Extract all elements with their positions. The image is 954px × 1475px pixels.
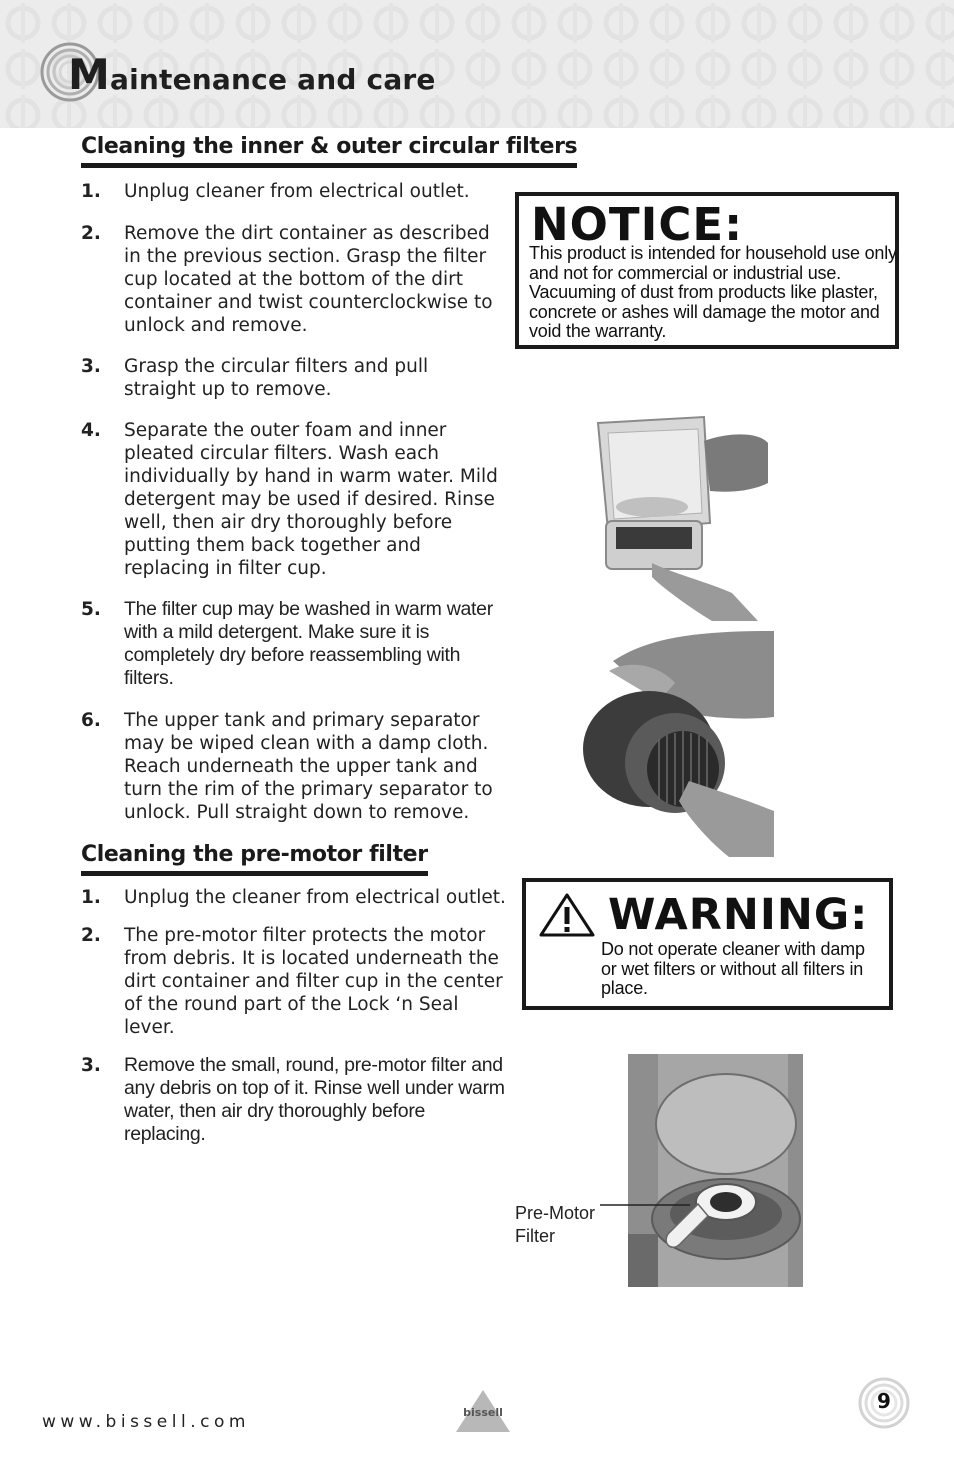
step-text: The filter cup may be washed in warm water with a mild detergent. Make sure it is completely dry before reassembling with filters. xyxy=(124,598,493,689)
dirt-container-photo xyxy=(592,413,772,621)
step-text: Remove the dirt container as described in the previous section. Grasp the filter cup located at the bottom of the dirt container and twist counterclockwise to unlock and remove. xyxy=(124,223,493,336)
step-number: 2. xyxy=(81,925,101,946)
warning-triangle-icon xyxy=(538,892,596,938)
step-text: Separate the outer foam and inner pleated circular filters. Wash each individually by hand in warm water. Mild detergent may be used if desired. Rinse well, then air dry thoroughly before putting them back together and replacing in filter cup. xyxy=(124,420,498,579)
section-title-pre-motor-filter: Cleaning the pre-motor filter xyxy=(81,842,428,876)
bissell-logo-text: bissell xyxy=(463,1406,503,1419)
step-number: 1. xyxy=(81,887,101,908)
notice-text: This product is intended for household use only and not for commercial or industrial use. Vacuuming of dust from products like plaster, concrete or ashes will damage the motor and void the warranty. xyxy=(529,243,897,341)
step-number: 3. xyxy=(81,356,101,377)
page-title-rest: aintenance and care xyxy=(110,63,436,96)
step-text: Remove the small, round, pre-motor filter and any debris on top of it. Rinse well under warm water, then air dry thoroughly before replacing. xyxy=(124,1054,505,1145)
footer-url: www.bissell.com xyxy=(42,1412,250,1432)
list-item xyxy=(81,222,511,337)
step-text: Grasp the circular filters and pull straight up to remove. xyxy=(124,356,429,400)
notice-box xyxy=(515,192,899,349)
list-item xyxy=(81,709,511,824)
page-number-badge xyxy=(856,1375,912,1431)
step-number: 4. xyxy=(81,420,101,441)
step-text: The upper tank and primary separator may be wiped clean with a damp cloth. Reach underneath the upper tank and turn the rim of the primary separator to unlock. Pull straight down to remove. xyxy=(124,710,493,823)
warning-title: WARNING: xyxy=(608,890,869,940)
pre-motor-filter-callout xyxy=(515,1202,615,1248)
warning-text: Do not operate cleaner with damp or wet filters or without all filters in place. xyxy=(601,939,865,998)
page-title-initial: M xyxy=(68,50,110,99)
circular-filters-photo xyxy=(579,631,774,857)
step-text: Unplug the cleaner from electrical outlet. xyxy=(124,887,506,908)
page-number: 9 xyxy=(877,1389,891,1413)
warning-box xyxy=(522,878,893,1010)
step-text: The pre-motor filter protects the motor from debris. It is located underneath the dirt container and filter cup in the center of the round part of the Lock ‘n Seal lever. xyxy=(124,925,503,1038)
step-number: 3. xyxy=(81,1055,101,1076)
list-item xyxy=(81,924,511,1039)
notice-title: NOTICE: xyxy=(531,198,744,251)
section-title-circular-filters: Cleaning the inner & outer circular filters xyxy=(81,134,577,168)
callout-line1: Pre-Motor xyxy=(515,1203,596,1223)
step-number: 5. xyxy=(81,599,101,620)
step-number: 6. xyxy=(81,710,101,731)
list-item xyxy=(81,1054,511,1146)
list-item xyxy=(81,355,511,401)
list-item xyxy=(81,180,511,203)
step-text: Unplug cleaner from electrical outlet. xyxy=(124,181,470,202)
list-item xyxy=(81,419,511,580)
pre-motor-filter-photo xyxy=(628,1054,803,1287)
step-number: 2. xyxy=(81,223,101,244)
bissell-logo xyxy=(448,1388,518,1434)
list-item xyxy=(81,598,511,690)
callout-line2: Filter xyxy=(515,1226,555,1246)
page-title xyxy=(68,50,436,99)
step-number: 1. xyxy=(81,181,101,202)
list-item xyxy=(81,886,511,909)
